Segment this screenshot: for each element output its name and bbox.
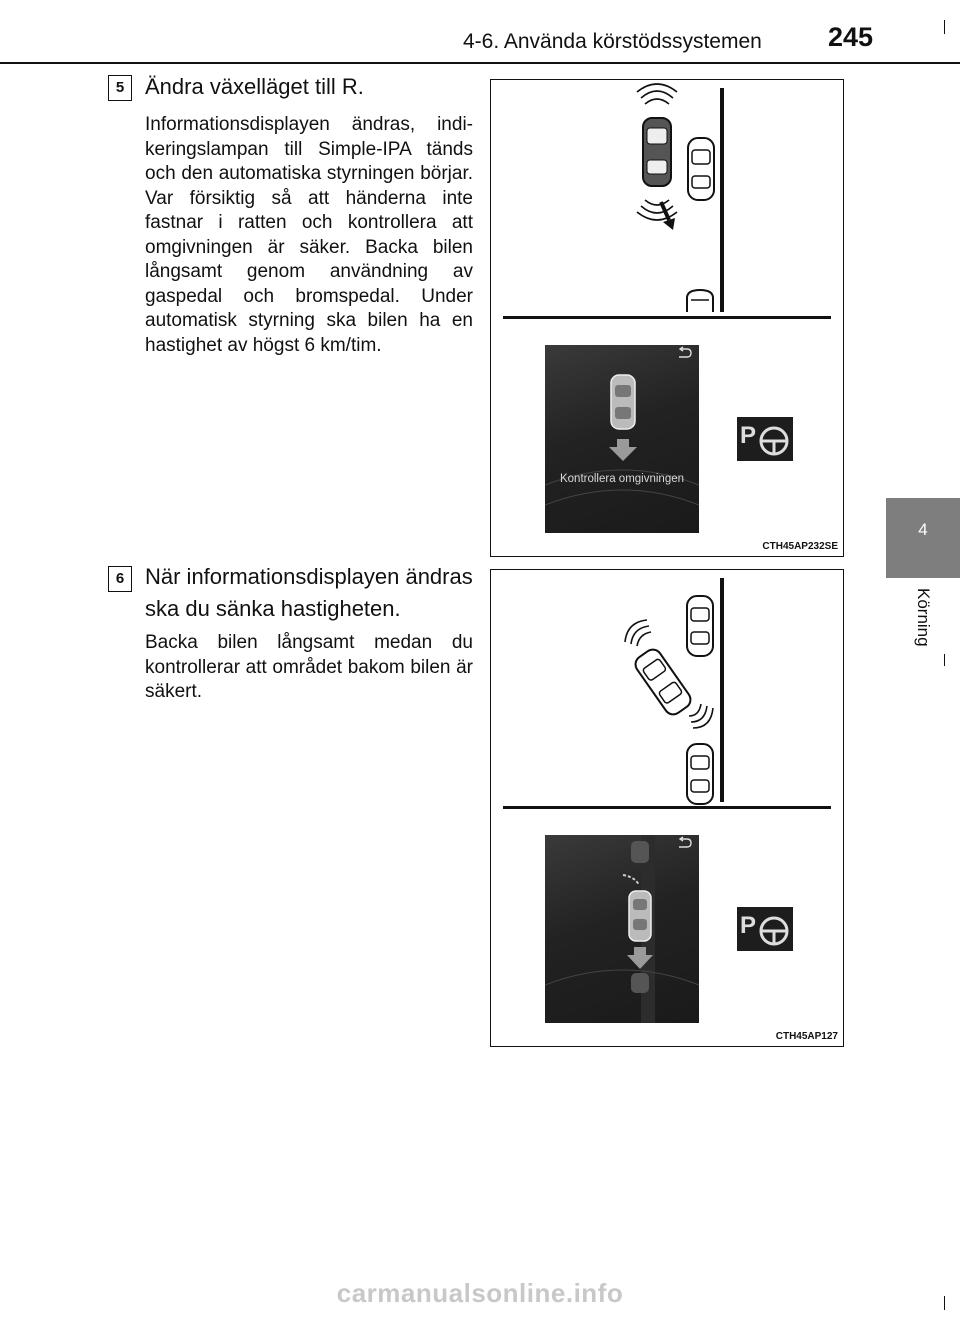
curb-line	[720, 578, 724, 802]
simple-ipa-indicator	[737, 417, 793, 461]
screen-parked-car-icon	[631, 973, 649, 993]
figure-parking-diagram	[490, 79, 844, 557]
info-display-screen	[545, 835, 699, 1023]
chapter-label	[893, 588, 933, 668]
parked-car-icon	[687, 596, 713, 656]
divider-line	[503, 806, 831, 809]
step-title: Ändra växelläget till R.	[145, 74, 364, 99]
divider-line	[503, 316, 831, 319]
chapter-label-text: Körning	[914, 588, 933, 647]
step-number: 6	[108, 566, 132, 592]
parking-illustration	[491, 80, 843, 556]
figure-id: CTH45AP127	[775, 1031, 838, 1042]
parked-car-icon	[688, 138, 714, 200]
step-body: Informationsdisplayen ändras, indikeringslampan till Simple-IPA tänds och den automatiska styrningen börjar. Var försiktig så att händerna inte fastnar i ratten och kontrollera att omgivningen är säker. Backa bilen långsamt genom användning av gaspedal och bromspedal. Under automatisk styrning ska bilen ha en hastighet av högst 6 km/tim.	[145, 114, 473, 356]
chapter-number: 4	[918, 520, 928, 539]
step-title: När informationsdisplayen ändras ska du sänka hastigheten.	[145, 564, 473, 621]
reversing-car-icon	[632, 646, 694, 718]
figure-id: CTH45AP232SE	[762, 541, 838, 552]
info-display-screen	[545, 345, 699, 533]
figure-parking-diagram	[490, 569, 844, 1047]
curb-line	[720, 88, 724, 312]
screen-car-icon	[629, 891, 651, 941]
parked-car-icon	[687, 290, 713, 312]
parked-car-icon	[687, 744, 713, 804]
simple-ipa-indicator	[737, 907, 793, 951]
watermark: carmanualsonline.info	[336, 1278, 624, 1308]
page-number: 245	[828, 22, 874, 52]
crop-mark	[944, 654, 945, 666]
screen-back-icon	[679, 837, 691, 847]
parking-illustration	[491, 570, 843, 1046]
screen-arrow-down-icon	[609, 439, 637, 461]
section-title: 4-6. Använda körstödssystemen	[463, 30, 762, 53]
page-header	[0, 0, 960, 64]
reversing-car-icon	[643, 118, 671, 186]
p-icon: P	[740, 422, 757, 449]
crop-mark	[944, 20, 945, 34]
screen-car-icon	[611, 375, 635, 429]
screen-back-icon	[679, 347, 691, 357]
p-icon: P	[740, 912, 757, 939]
step-number: 5	[108, 75, 132, 101]
chapter-tab	[886, 498, 960, 578]
step-body: Backa bilen långsamt medan du kontrollerar att området bakom bilen är säkert.	[145, 632, 473, 702]
screen-parked-car-icon	[631, 841, 649, 863]
screen-message: Kontrollera omgivningen	[559, 473, 685, 485]
